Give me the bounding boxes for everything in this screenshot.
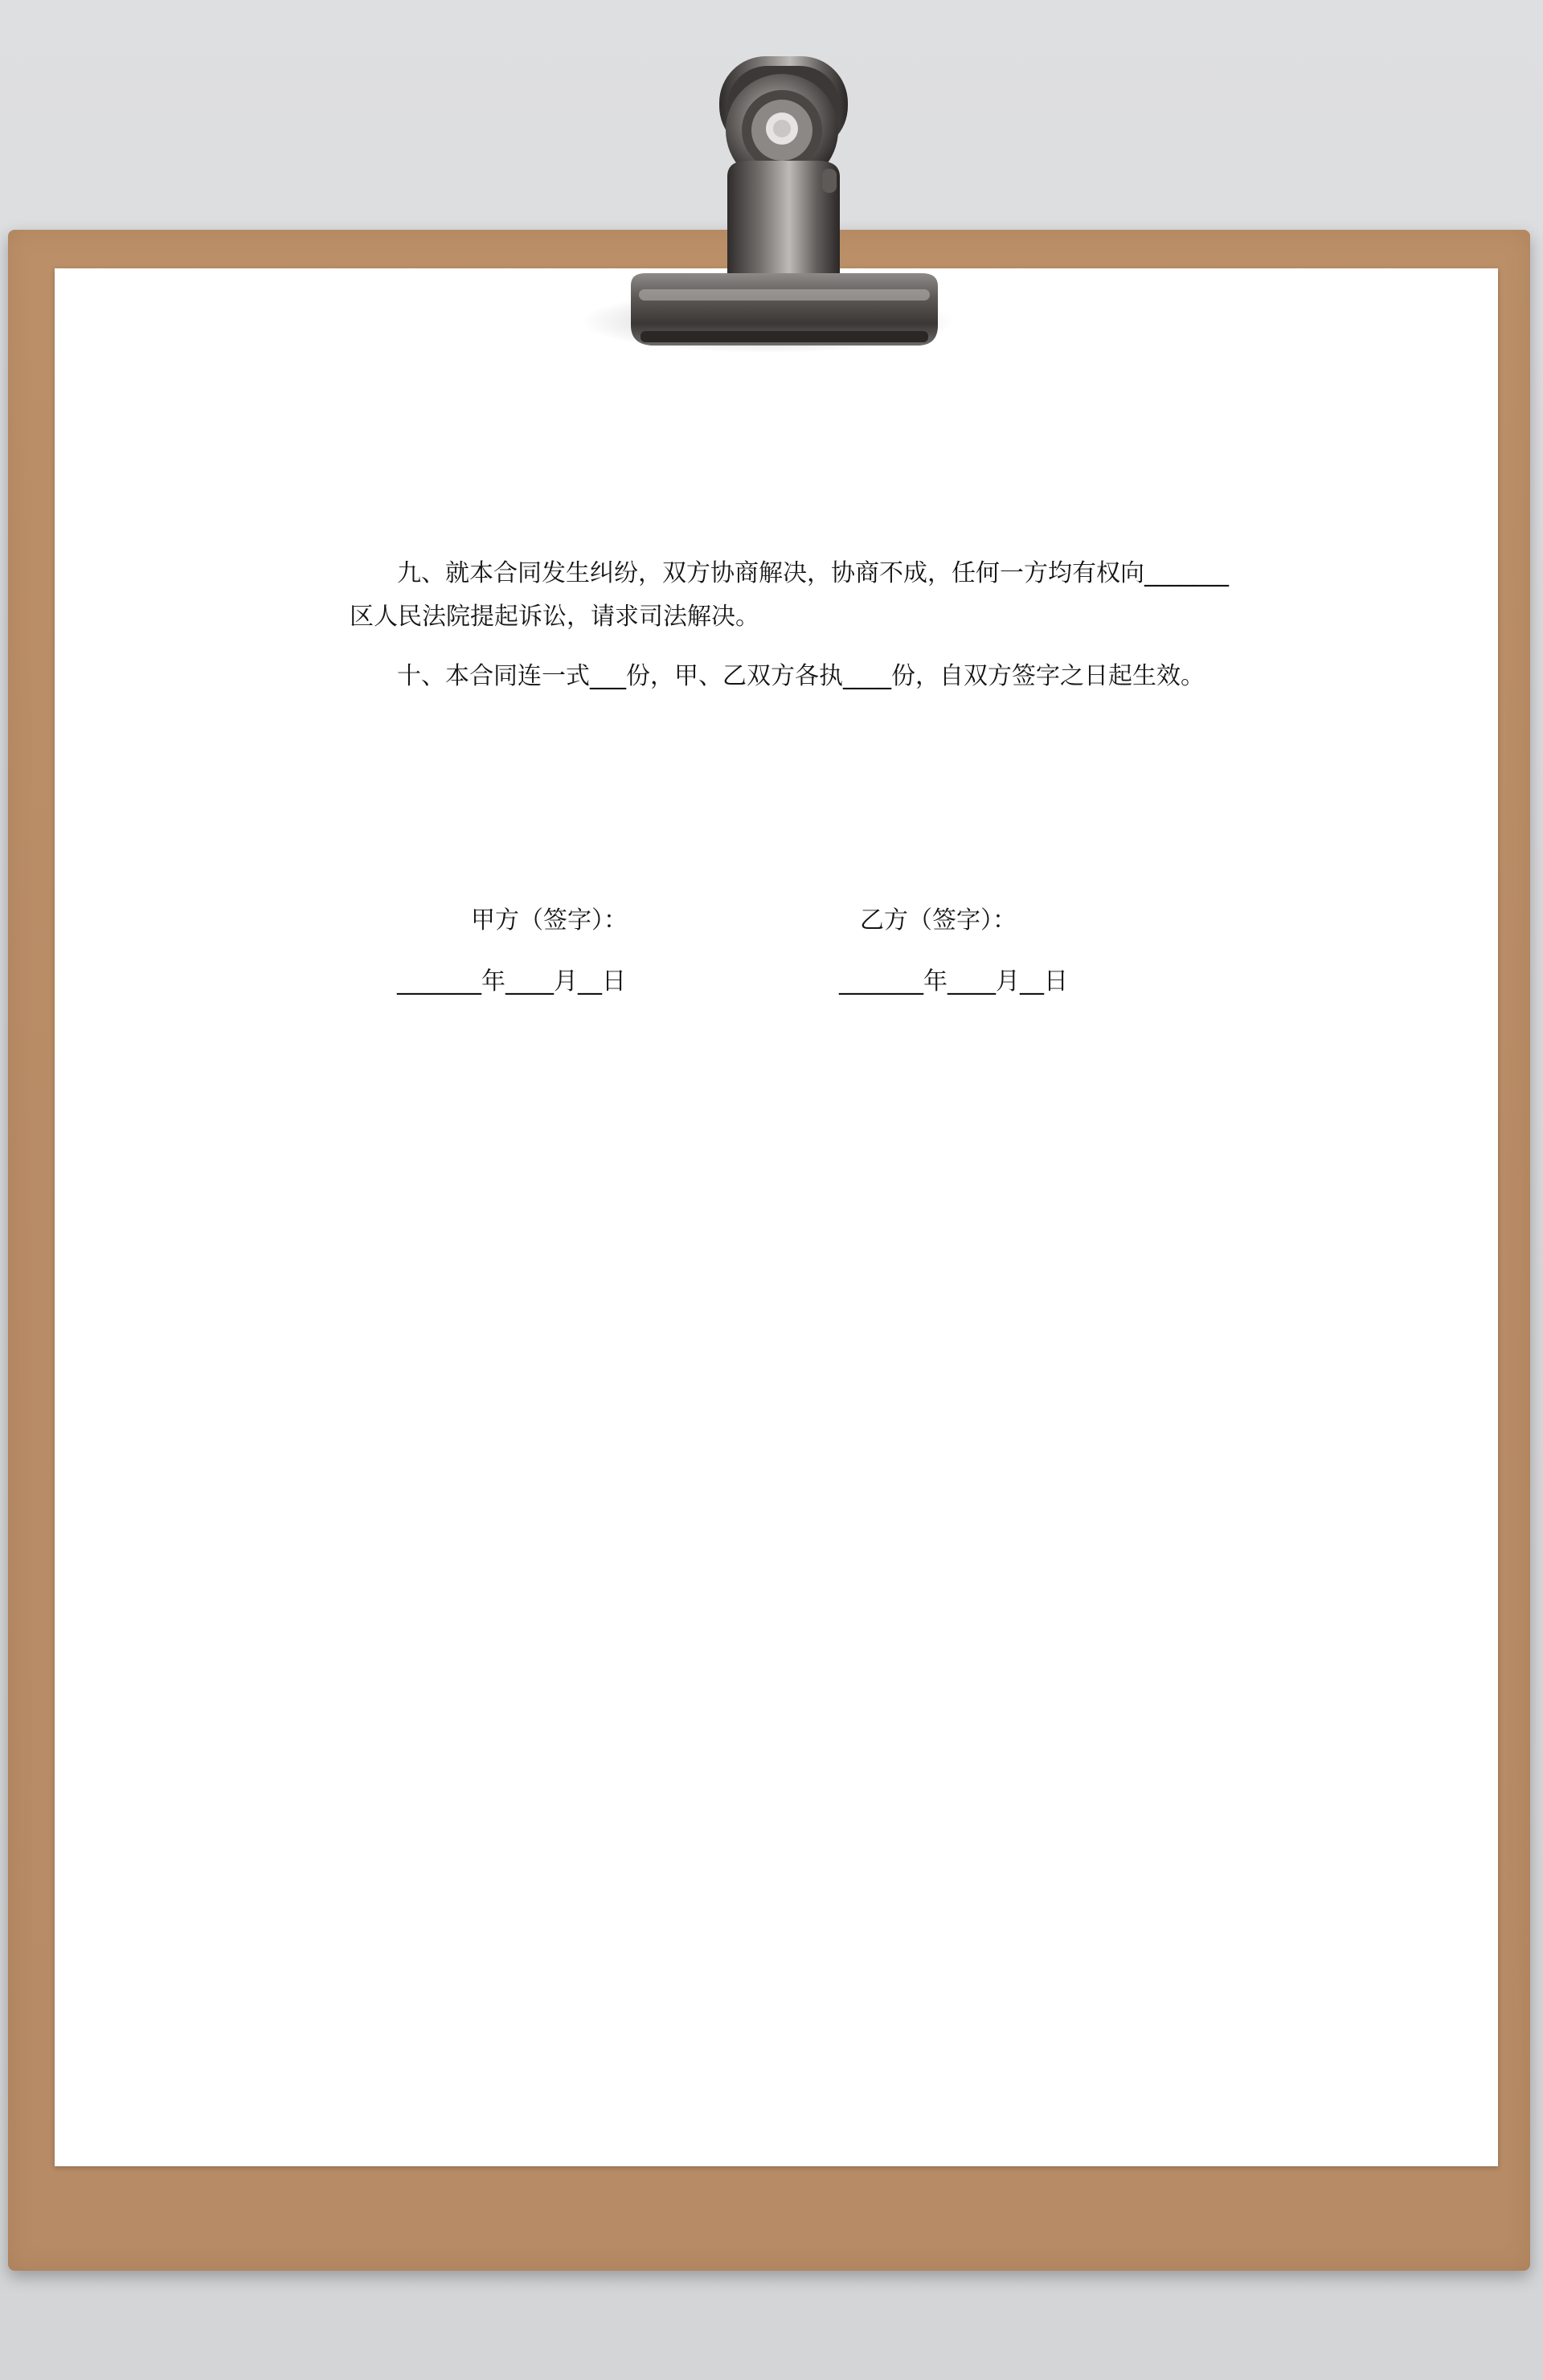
paper-sheet xyxy=(55,268,1498,2166)
party-b-date: _______年____月__日 xyxy=(839,967,1068,996)
party-a-date: _______年____月__日 xyxy=(397,967,626,996)
clause-9-line-1: 九、就本合同发生纠纷，双方协商解决，协商不成，任何一方均有权向_______ xyxy=(397,559,1229,587)
party-b-signature-label: 乙方（签字）： xyxy=(860,906,1017,934)
clause-9-line-2: 区人民法院提起诉讼，请求司法解决。 xyxy=(350,603,759,631)
binder-clip-icon xyxy=(607,48,960,362)
clause-10: 十、本合同连一式___份，甲、乙双方各执____份，自双方签字之日起生效。 xyxy=(397,662,1205,690)
party-a-signature-label: 甲方（签字）： xyxy=(471,906,628,934)
